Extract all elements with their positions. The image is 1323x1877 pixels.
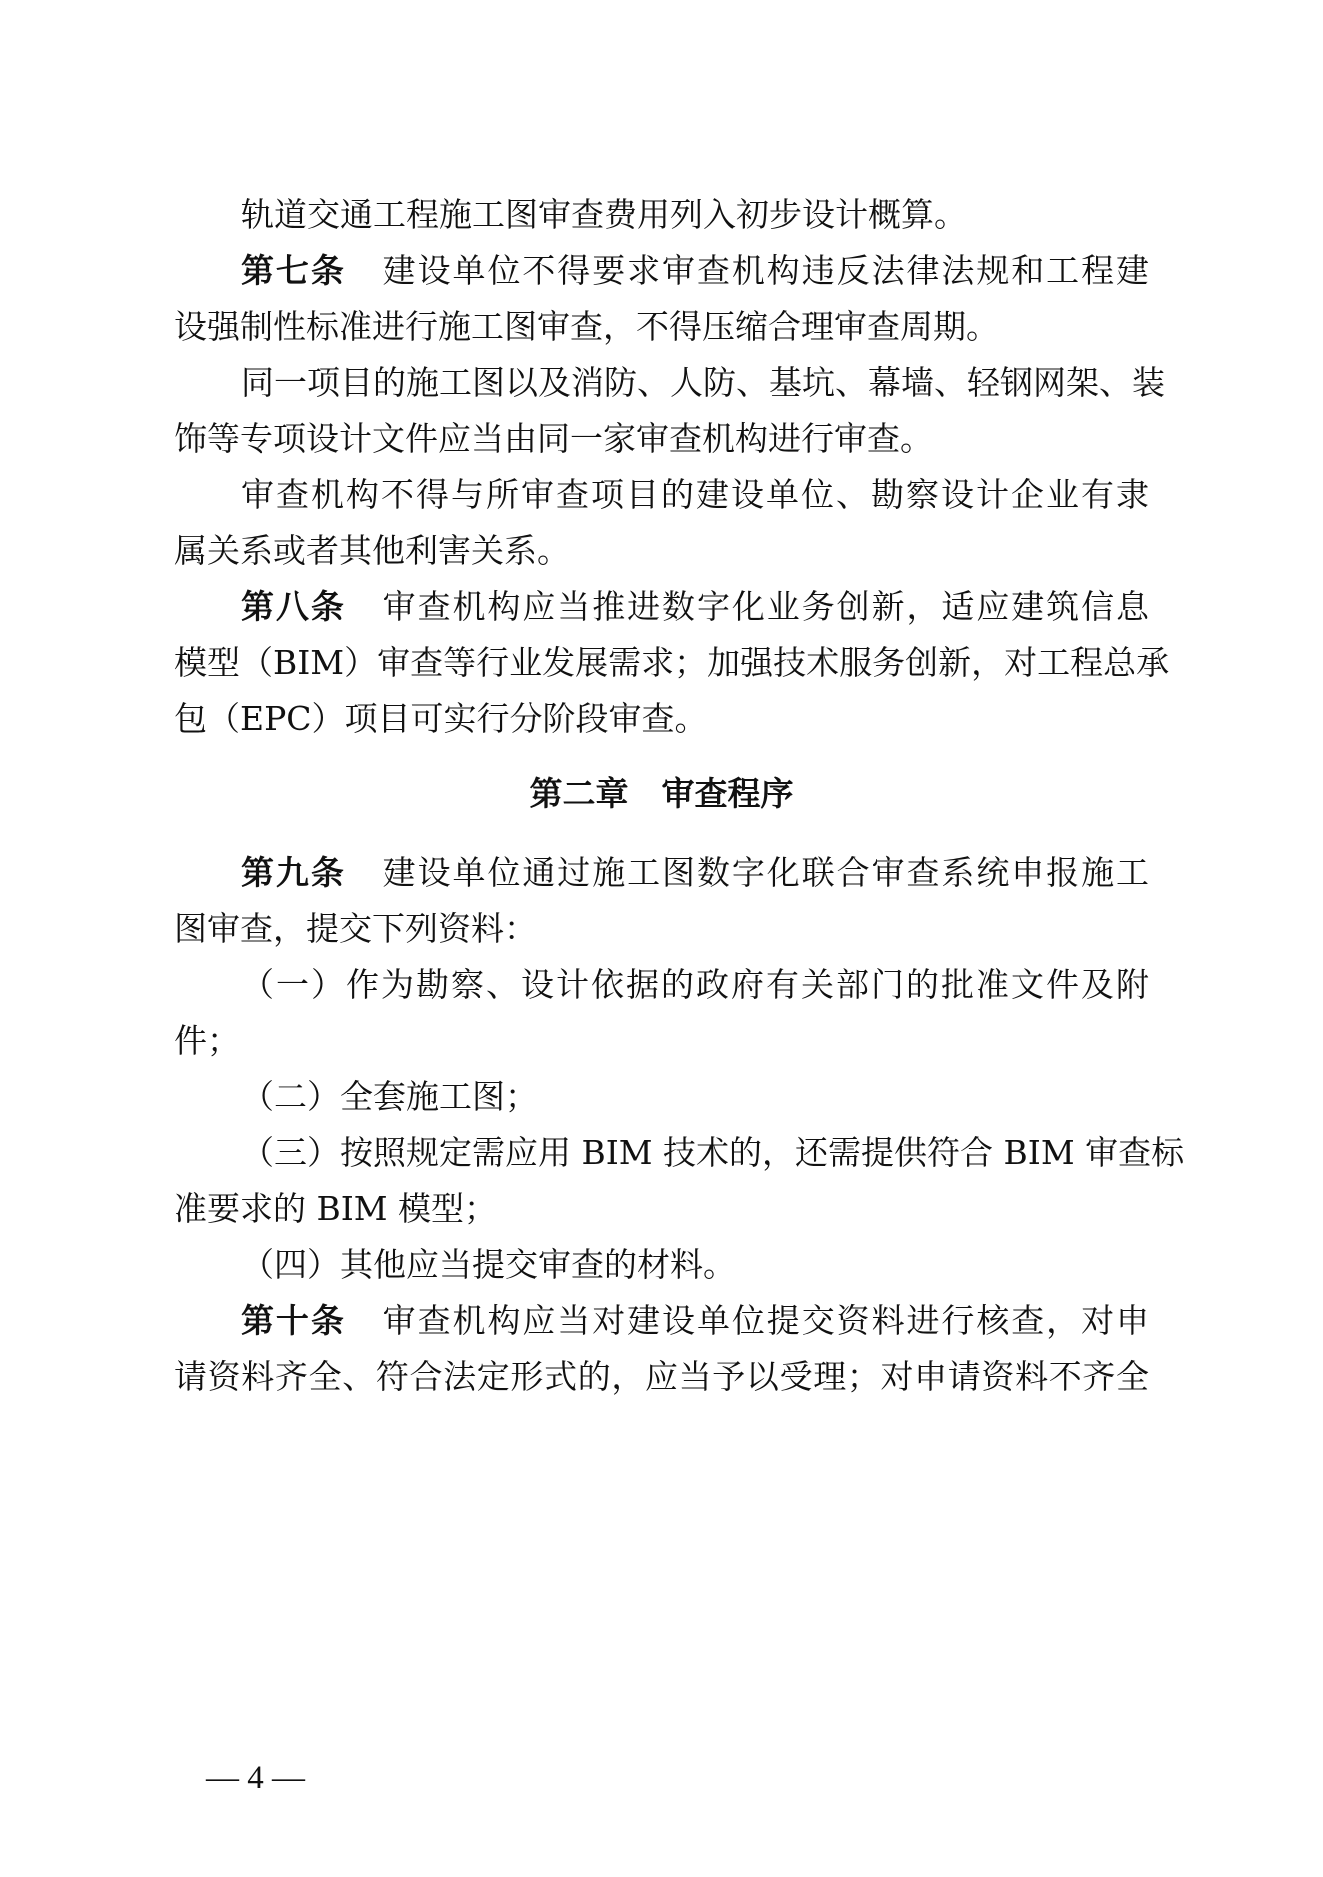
article-8-line-1 xyxy=(241,587,1149,627)
paragraph-line: 同一项目的施工图以及消防、人防、基坑、幕墙、轻钢网架、装 xyxy=(241,363,1165,402)
paragraph-line: 模型（BIM）审查等行业发展需求；加强技术服务创新，对工程总承 xyxy=(174,643,1170,682)
paragraph-line: 图审查，提交下列资料： xyxy=(174,909,537,948)
article-7-line-1 xyxy=(241,251,1149,291)
article-text: 审查机构应当推进数字化业务创新，适应建筑信息 xyxy=(380,587,1150,626)
article-text: 审查机构应当对建设单位提交资料进行核查，对申 xyxy=(380,1301,1150,1340)
chapter-title: 第二章 审查程序 xyxy=(529,774,794,813)
article-9-line-1 xyxy=(241,853,1149,893)
paragraph-line: 设强制性标准进行施工图审查，不得压缩合理审查周期。 xyxy=(174,307,999,346)
paragraph-line: 请资料齐全、符合法定形式的，应当予以受理；对申请资料不齐全 xyxy=(174,1357,1149,1396)
list-item-line: （三）按照规定需应用 BIM 技术的，还需提供符合 BIM 审查标 xyxy=(241,1133,1185,1172)
paragraph-line: 属关系或者其他利害关系。 xyxy=(174,531,570,570)
article-heading: 第九条 xyxy=(241,853,346,892)
paragraph-line: 审查机构不得与所审查项目的建设单位、勘察设计企业有隶 xyxy=(241,475,1149,514)
list-item-line: （一）作为勘察、设计依据的政府有关部门的批准文件及附 xyxy=(241,965,1149,1004)
paragraph-line: 包（EPC）项目可实行分阶段审查。 xyxy=(174,699,708,738)
list-item-line: 准要求的 BIM 模型； xyxy=(174,1189,498,1228)
article-text: 建设单位不得要求审查机构违反法律法规和工程建 xyxy=(380,251,1150,290)
paragraph-line: 饰等专项设计文件应当由同一家审查机构进行审查。 xyxy=(174,419,933,458)
article-heading: 第八条 xyxy=(241,587,346,626)
article-10-line-1 xyxy=(241,1301,1149,1341)
article-text: 建设单位通过施工图数字化联合审查系统申报施工 xyxy=(380,853,1150,892)
list-item-line: （四）其他应当提交审查的材料。 xyxy=(241,1245,736,1284)
page-number: — 4 — xyxy=(206,1760,305,1796)
list-item-line: 件； xyxy=(174,1021,240,1060)
article-heading: 第十条 xyxy=(241,1301,346,1340)
article-heading: 第七条 xyxy=(241,251,346,290)
paragraph-line: 轨道交通工程施工图审查费用列入初步设计概算。 xyxy=(241,195,967,234)
list-item-line: （二）全套施工图； xyxy=(241,1077,538,1116)
